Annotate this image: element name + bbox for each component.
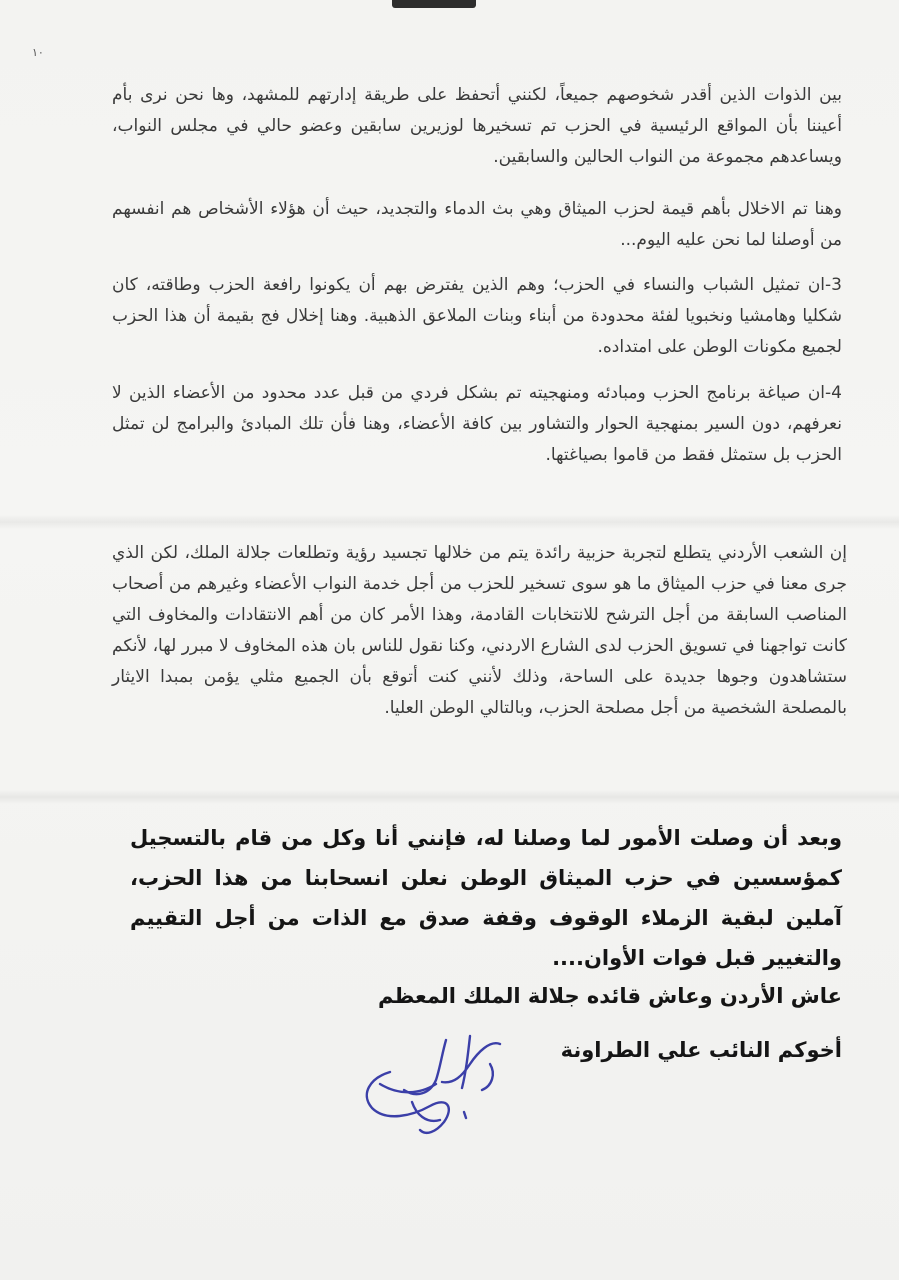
top-edge-mark [392, 0, 476, 8]
paper-fold-shadow [0, 515, 899, 529]
paper-fold-shadow [0, 790, 899, 804]
withdrawal-declaration: وبعد أن وصلت الأمور لما وصلنا له، فإنني أنا وكل من قام بالتسجيل كمؤسسين في حزب الميثاق الوطن نعلن انسحابنا من هذا الحزب، آملين لبقية الزملاء الوقوف وقفة صدق مع الذات من أجل التقييم والتغيير قبل فوات الأوان.... [130, 826, 842, 970]
signatory-name: أخوكم النائب علي الطراونة [560, 1038, 842, 1062]
paragraph-renewal-breach: وهنا تم الاخلال بأهم قيمة لحزب الميثاق وهي بث الدماء والتجديد، حيث أن هؤلاء الأشخاص هم انفسهم من أوصلنا لما نحن عليه اليوم... [112, 199, 842, 250]
handwritten-signature-icon [350, 1024, 520, 1140]
closing-salutation: عاش الأردن وعاش قائده جلالة الملك المعظم [378, 984, 842, 1008]
paragraph-point-3-youth-women: 3-ان تمثيل الشباب والنساء في الحزب؛ وهم الذين يفترض بهم أن يكونوا رافعة الحزب وطاقته، كان شكليا وهامشيا ونخبويا لفئة محدودة من أبناء وبنات الملاعق الذهبية. وهنا إخلال فج بقيمة أن هذا الحزب لجميع مكونات الوطن على امتداده. [112, 275, 842, 357]
page-number: ١٠ [32, 46, 44, 59]
paragraph-point-4-program: 4-ان صياغة برنامج الحزب ومبادئه ومنهجيته تم بشكل فردي من قبل عدد محدود من الأعضاء الذين لا نعرفهم، دون السير بمنهجية الحوار والتشاور بين كافة الأعضاء، وهنا فأن تلك المبادئ والبرامج لن تمثل الحزب بل ستمثل فقط من قاموا بصياغتها. [112, 383, 842, 465]
paragraph-leadership-critique: بين الذوات الذين أقدر شخوصهم جميعاً، لكنني أتحفظ على طريقة إدارتهم للمشهد، وها نحن نرى بأم أعيننا بأن المواقع الرئيسية في الحزب تم تسخيرها لوزيرين سابقين وعضو حالي في مجلس النواب، ويساعدهم مجموعة من النواب الحالين والسابقين. [112, 85, 842, 167]
paragraph-public-expectations: إن الشعب الأردني يتطلع لتجربة حزبية رائدة يتم من خلالها تجسيد رؤية وتطلعات جلالة الملك، لكن الذي جرى معنا في حزب الميثاق ما هو سوى تسخير للحزب من أجل خدمة النواب الأعضاء وغيرهم من أصحاب المناصب السابقة من أجل الترشح للانتخابات القادمة، وهذا الأمر كان من أهم الانتقادات والمخاوف التي كانت تواجهنا في تسويق الحزب لدى الشارع الاردني، وكنا نقول للناس بان هذه المخاوف لا مبرر لها، لأنكم ستشاهدون وجوها جديدة على الساحة، وذلك لأنني كنت أتوقع بأن الجميع مثلي يؤمن بمبدا الايثار بالمصلحة الشخصية من أجل مصلحة الحزب، وبالتالي الوطن العليا. [112, 543, 847, 718]
